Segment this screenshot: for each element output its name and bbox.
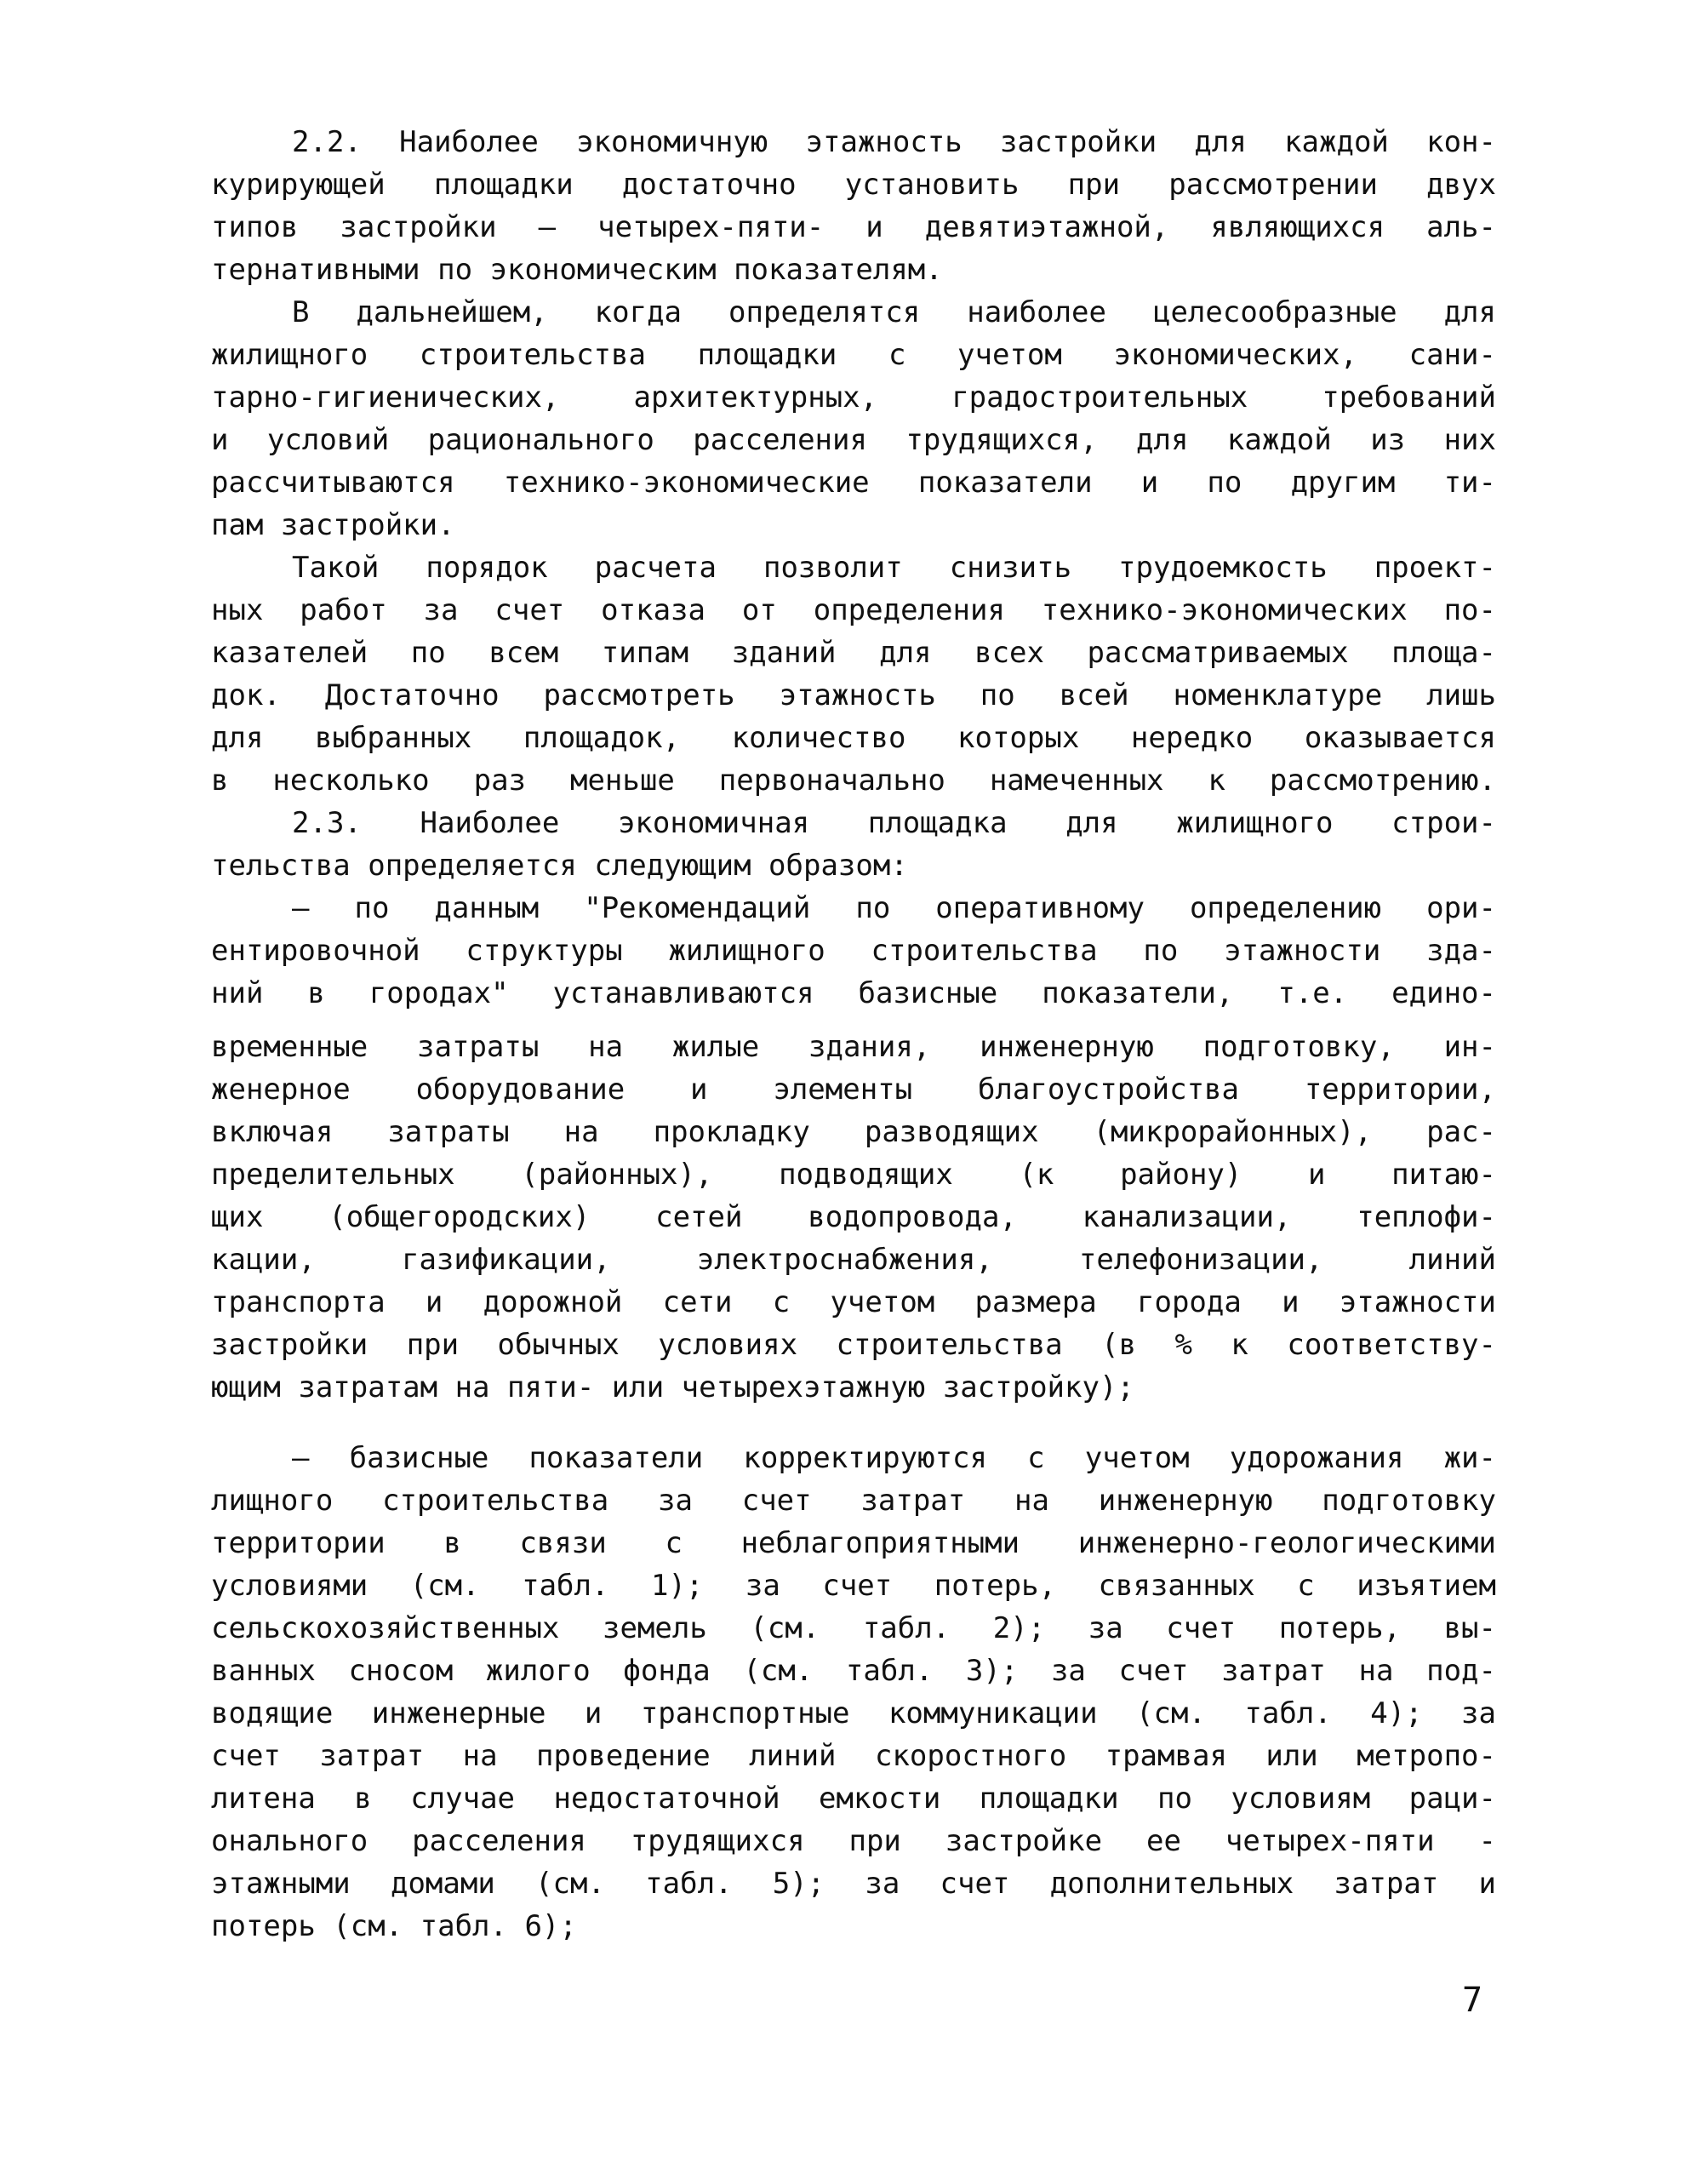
text-line: тарно-гигиенических, архитектурных, градостроительных требований xyxy=(211,380,1496,415)
text-line: ентировочной структуры жилищного строительства по этажности зда- xyxy=(211,934,1496,968)
text-line: онального расселения трудящихся при застройке ее четырех-пяти - xyxy=(211,1824,1496,1858)
text-line: ванных сносом жилого фонда (см. табл. 3); за счет затрат на под- xyxy=(211,1654,1496,1688)
text-line: кации, газификации, электроснабжения, телефонизации, линий xyxy=(211,1243,1496,1277)
text-line: типов застройки – четырех-пяти- и девятиэтажной, являющихся аль- xyxy=(211,210,1496,244)
text-line: счет затрат на проведение линий скоростного трамвая или метропо- xyxy=(211,1739,1496,1773)
text-line: 2.2. Наиболее экономичную этажность застройки для каждой кон- xyxy=(292,125,1496,159)
text-line: Такой порядок расчета позволит снизить трудоемкость проект- xyxy=(292,551,1496,585)
text-line: курирующей площадки достаточно установить при рассмотрении двух xyxy=(211,168,1496,202)
text-line: потерь (см. табл. 6); xyxy=(211,1909,577,1943)
text-line: 2.3. Наиболее экономичная площадка для жилищного строи- xyxy=(292,806,1496,840)
text-block-1 xyxy=(211,121,1496,1015)
text-line: казателей по всем типам зданий для всех рассматриваемых площа- xyxy=(211,636,1496,670)
text-line: женерное оборудование и элементы благоустройства территории, xyxy=(211,1072,1496,1107)
text-line: лищного строительства за счет затрат на инженерную подготовку xyxy=(211,1484,1496,1518)
text-line: – по данным "Рекомендаций по оперативному определению ори- xyxy=(292,891,1496,925)
text-line: временные затраты на жилые здания, инженерную подготовку, ин- xyxy=(211,1030,1496,1064)
text-line: тельства определяется следующим образом: xyxy=(211,849,908,883)
text-line: ний в городах" устанавливаются базисные показатели, т.е. едино- xyxy=(211,976,1496,1010)
text-line: пам застройки. xyxy=(211,508,455,542)
text-line: включая затраты на прокладку разводящих (микрорайонных), рас- xyxy=(211,1115,1496,1149)
text-line: сельскохозяйственных земель (см. табл. 2); за счет потерь, вы- xyxy=(211,1611,1496,1645)
text-line: ющим затратам на пяти- или четырехэтажную застройку); xyxy=(211,1370,1134,1404)
text-line: тернативными по экономическим показателям. xyxy=(211,253,943,287)
text-block-2 xyxy=(211,1026,1496,1409)
page-number: 7 xyxy=(1462,1981,1483,2020)
text-line: транспорта и дорожной сети с учетом размера города и этажности xyxy=(211,1285,1496,1319)
text-line: условиями (см. табл. 1); за счет потерь, связанных с изъятием xyxy=(211,1569,1496,1603)
text-line: – базисные показатели корректируются с учетом удорожания жи- xyxy=(292,1441,1496,1475)
text-line: литена в случае недостаточной емкости площадки по условиям раци- xyxy=(211,1782,1496,1816)
text-line: этажными домами (см. табл. 5); за счет дополнительных затрат и xyxy=(211,1867,1496,1901)
text-line: пределительных (районных), подводящих (к району) и питаю- xyxy=(211,1158,1496,1192)
text-line: территории в связи с неблагоприятными инженерно-геологическими xyxy=(211,1526,1496,1560)
text-line: и условий рационального расселения трудящихся, для каждой из них xyxy=(211,423,1496,457)
text-line: док. Достаточно рассмотреть этажность по всей номенклатуре лишь xyxy=(211,678,1496,712)
text-line: для выбранных площадок, количество которых нередко оказывается xyxy=(211,721,1496,755)
text-line: водящие инженерные и транспортные коммуникации (см. табл. 4); за xyxy=(211,1696,1496,1730)
text-line: ных работ за счет отказа от определения технико-экономических по- xyxy=(211,593,1496,627)
text-line: рассчитываются технико-экономические показатели и по другим ти- xyxy=(211,466,1496,500)
text-block-3 xyxy=(211,1437,1496,1948)
text-line: жилищного строительства площадки с учетом экономических, сани- xyxy=(211,338,1496,372)
text-line: В дальнейшем, когда определятся наиболее целесообразные для xyxy=(292,295,1496,329)
text-line: застройки при обычных условиях строительства (в % к соответству- xyxy=(211,1328,1496,1362)
text-line: щих (общегородских) сетей водопровода, канализации, теплофи- xyxy=(211,1200,1496,1234)
text-line: в несколько раз меньше первоначально намеченных к рассмотрению. xyxy=(211,764,1496,798)
